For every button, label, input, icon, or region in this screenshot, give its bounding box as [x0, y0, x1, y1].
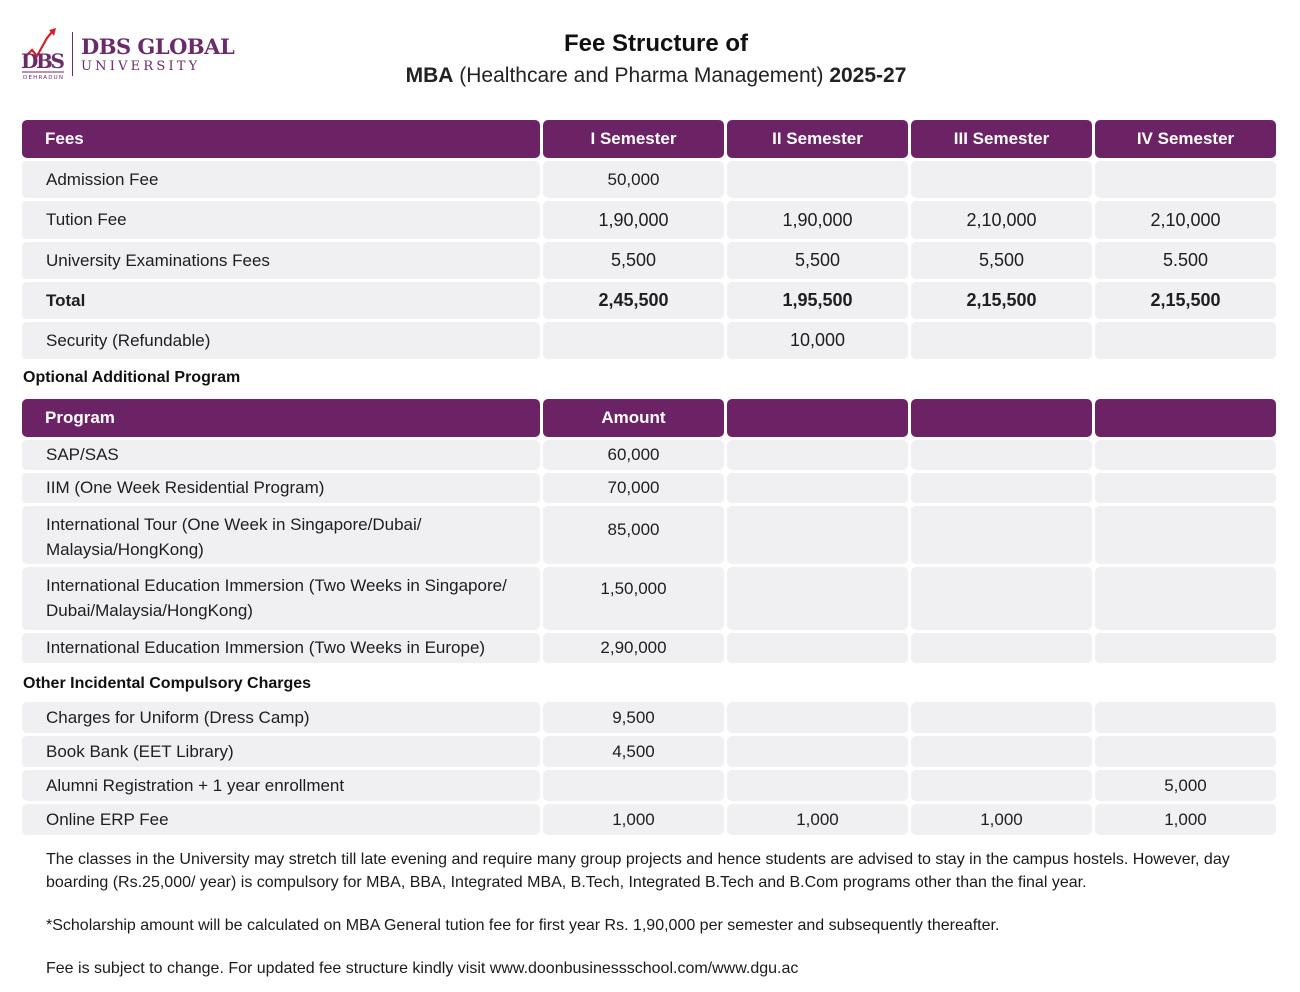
header-amount: Amount	[543, 399, 724, 437]
row-value: 1,90,000	[543, 201, 724, 239]
row-value: 5,500	[911, 242, 1092, 279]
table-row	[22, 440, 1277, 470]
row-label: Book Bank (EET Library)	[22, 736, 540, 767]
header-empty	[911, 399, 1092, 437]
logo-name-line2: UNIVERSITY	[81, 58, 201, 74]
row-label: IIM (One Week Residential Program)	[22, 473, 540, 503]
program-name: MBA	[405, 64, 454, 87]
row-amount: 60,000	[543, 440, 724, 470]
row-value	[911, 322, 1092, 359]
row-value	[911, 702, 1092, 733]
row-value: 2,10,000	[1095, 201, 1276, 239]
page-heading	[0, 30, 1300, 88]
fee-change-note: Fee is subject to change. For updated fee structure kindly visit www.doonbusinessschool.com/www.dgu.ac	[46, 960, 799, 977]
row-value	[911, 161, 1092, 198]
header-sem-1: I Semester	[543, 120, 724, 158]
row-amount: 2,90,000	[543, 633, 724, 663]
total-row	[22, 282, 1277, 319]
header-sem-2: II Semester	[727, 120, 908, 158]
row-label-line2: Dubai/Malaysia/HongKong)	[46, 601, 253, 620]
table-row	[22, 804, 1277, 835]
table-row	[22, 633, 1277, 663]
logo-mark-text: DBS	[21, 49, 65, 73]
row-amount: 85,000	[543, 506, 724, 564]
row-value: 1,95,500	[727, 282, 908, 319]
row-value: 5.500	[1095, 242, 1276, 279]
row-value	[727, 161, 908, 198]
row-value	[543, 322, 724, 359]
header-fees: Fees	[22, 120, 540, 158]
row-value: 1,000	[727, 804, 908, 835]
row-value	[911, 736, 1092, 767]
row-value	[543, 770, 724, 801]
row-value	[1095, 161, 1276, 198]
table-row	[22, 242, 1277, 279]
hostel-note: The classes in the University may stretch till late evening and require many group projects and hence students are advised to stay in the campus hostels. However, day boarding (Rs.25,000/ year) is compulsory for MBA, BBA, Integrated MBA, B.Tech, Integrated B.Tech and B.Com programs other than the final year.	[46, 851, 1230, 891]
row-label-line2: Malaysia/HongKong)	[46, 540, 204, 559]
row-label	[22, 506, 540, 564]
optional-table-header	[22, 399, 1277, 437]
row-label: Tution Fee	[22, 201, 540, 239]
scholarship-note: *Scholarship amount will be calculated on MBA General tution fee for first year Rs. 1,90,000 per semester and subsequently thereafter.	[46, 917, 1000, 934]
empty-cell	[727, 440, 908, 470]
row-value: 10,000	[727, 322, 908, 359]
incidental-charges-table	[22, 702, 1277, 838]
table-row	[22, 736, 1277, 767]
row-value: 2,15,500	[911, 282, 1092, 319]
logo-mark-sub: DEHRADUN	[23, 75, 63, 80]
row-label: Admission Fee	[22, 161, 540, 198]
incidental-section-title: Other Incidental Compulsory Charges	[23, 675, 312, 692]
empty-cell	[911, 567, 1092, 630]
empty-cell	[727, 473, 908, 503]
empty-cell	[911, 440, 1092, 470]
program-subtitle	[0, 64, 1300, 88]
row-label: Total	[22, 282, 540, 319]
row-label: Online ERP Fee	[22, 804, 540, 835]
header-program: Program	[22, 399, 540, 437]
empty-cell	[727, 567, 908, 630]
empty-cell	[911, 506, 1092, 564]
table-row	[22, 473, 1277, 503]
row-value: 9,500	[543, 702, 724, 733]
row-value: 1,90,000	[727, 201, 908, 239]
fees-table-header	[22, 120, 1277, 158]
table-row	[22, 567, 1277, 630]
row-label: Charges for Uniform (Dress Camp)	[22, 702, 540, 733]
row-value: 5,500	[727, 242, 908, 279]
program-specialization: (Healthcare and Pharma Management)	[459, 64, 824, 87]
row-value: 2,45,500	[543, 282, 724, 319]
row-value: 50,000	[543, 161, 724, 198]
row-value	[911, 770, 1092, 801]
row-value: 5,000	[1095, 770, 1276, 801]
empty-cell	[1095, 567, 1276, 630]
header-sem-4: IV Semester	[1095, 120, 1276, 158]
row-label: Alumni Registration + 1 year enrollment	[22, 770, 540, 801]
row-value	[727, 702, 908, 733]
optional-program-table	[22, 399, 1277, 666]
empty-cell	[727, 506, 908, 564]
row-value: 2,10,000	[911, 201, 1092, 239]
row-label: University Examinations Fees	[22, 242, 540, 279]
program-batch: 2025-27	[829, 64, 907, 87]
table-row	[22, 161, 1277, 198]
empty-cell	[1095, 440, 1276, 470]
empty-cell	[727, 633, 908, 663]
row-value: 1,000	[1095, 804, 1276, 835]
header-empty	[1095, 399, 1276, 437]
empty-cell	[1095, 633, 1276, 663]
page-title: Fee Structure of	[563, 30, 749, 57]
row-label-line1: International Education Immersion (Two Weeks in Singapore/	[46, 576, 507, 595]
row-amount: 70,000	[543, 473, 724, 503]
row-label: Security (Refundable)	[22, 322, 540, 359]
header-sem-3: III Semester	[911, 120, 1092, 158]
fees-table	[22, 120, 1277, 362]
row-value	[727, 770, 908, 801]
row-value	[1095, 322, 1276, 359]
row-value	[1095, 736, 1276, 767]
empty-cell	[911, 473, 1092, 503]
logo-name-line1: DBS GLOBAL	[81, 33, 235, 59]
row-value	[727, 736, 908, 767]
row-amount: 1,50,000	[543, 567, 724, 630]
row-value: 4,500	[543, 736, 724, 767]
table-row	[22, 322, 1277, 359]
row-label: SAP/SAS	[22, 440, 540, 470]
row-value: 5,500	[543, 242, 724, 279]
header-empty	[727, 399, 908, 437]
row-label	[22, 567, 540, 630]
table-row	[22, 201, 1277, 239]
empty-cell	[1095, 473, 1276, 503]
empty-cell	[1095, 506, 1276, 564]
table-row	[22, 702, 1277, 733]
row-value: 2,15,500	[1095, 282, 1276, 319]
row-label: International Education Immersion (Two Weeks in Europe)	[22, 633, 540, 663]
row-label-line1: International Tour (One Week in Singapore/Dubai/	[46, 515, 422, 534]
table-row	[22, 770, 1277, 801]
row-value: 1,000	[911, 804, 1092, 835]
table-row	[22, 506, 1277, 564]
fee-notes	[46, 848, 1276, 992]
row-value	[1095, 702, 1276, 733]
row-value: 1,000	[543, 804, 724, 835]
optional-section-title: Optional Additional Program	[23, 369, 241, 386]
empty-cell	[911, 633, 1092, 663]
